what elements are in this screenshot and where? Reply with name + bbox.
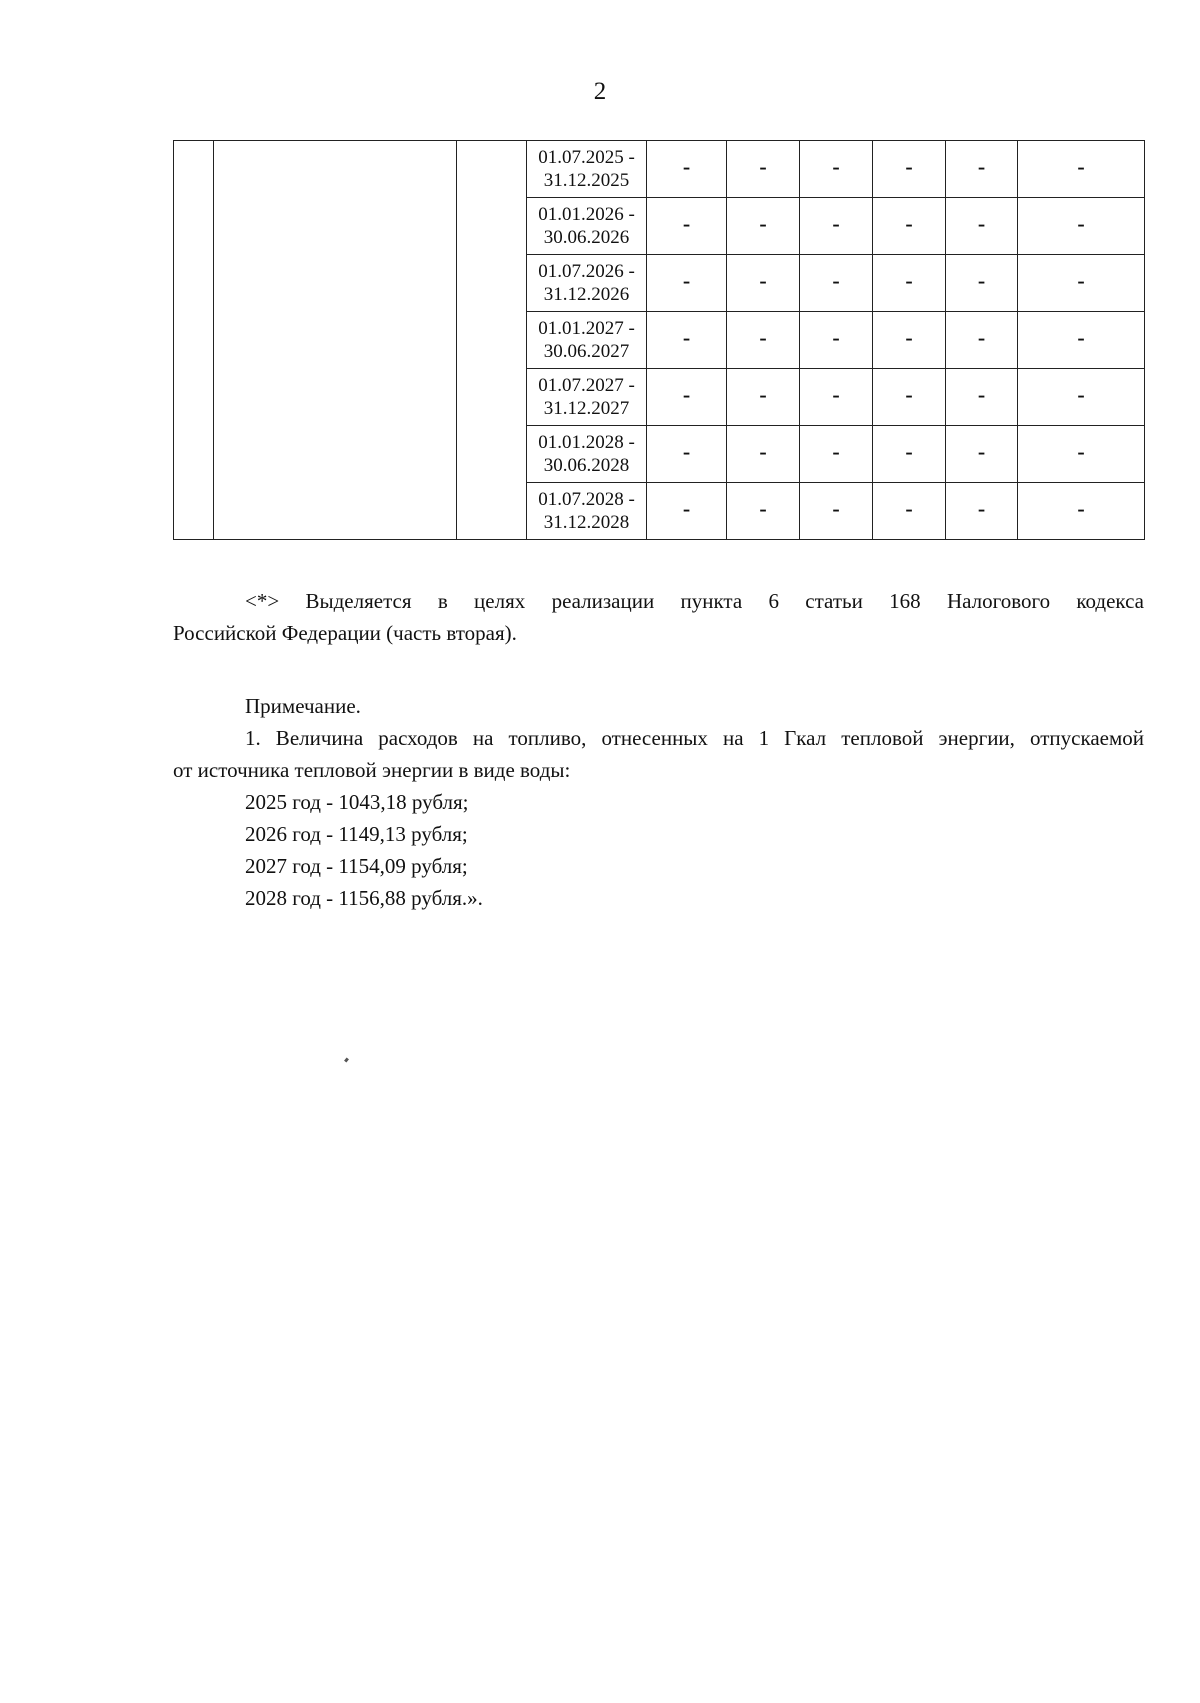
value-cell — [946, 312, 1018, 369]
period-end: 30.06.2026 — [543, 227, 630, 248]
value-cell — [727, 141, 800, 198]
value: - — [832, 325, 840, 350]
value-cell — [800, 141, 873, 198]
period-cell — [527, 198, 647, 255]
value: - — [905, 382, 913, 407]
value-cell — [1018, 141, 1145, 198]
value: - — [832, 211, 840, 236]
value: - — [832, 382, 840, 407]
period-cell — [527, 369, 647, 426]
note-section — [173, 690, 1144, 914]
value-cell — [800, 312, 873, 369]
value: - — [977, 154, 986, 179]
value-cell — [946, 198, 1018, 255]
value: - — [682, 496, 691, 521]
value: - — [759, 439, 767, 464]
footnote-line: Российской Федерации (часть вторая). — [173, 621, 517, 645]
value-cell — [946, 426, 1018, 483]
value-cell — [647, 369, 727, 426]
value: - — [682, 325, 691, 350]
value-cell — [1018, 483, 1145, 540]
category-cell — [457, 141, 527, 540]
value-cell — [946, 141, 1018, 198]
value: - — [832, 268, 840, 293]
period-cell — [527, 255, 647, 312]
value-cell — [1018, 198, 1145, 255]
value-cell — [800, 426, 873, 483]
table-row — [174, 141, 1145, 198]
value: - — [759, 496, 767, 521]
page-number: 2 — [593, 78, 607, 105]
value-cell — [946, 483, 1018, 540]
value-cell — [1018, 255, 1145, 312]
note-heading: Примечание. — [245, 694, 361, 718]
scan-speck — [344, 1058, 349, 1063]
note-year-line: 2028 год - 1156,88 рубля.». — [245, 886, 483, 910]
tariff-table — [173, 140, 1145, 540]
note-year-line: 2026 год - 1149,13 рубля; — [245, 822, 468, 846]
value-cell — [647, 426, 727, 483]
value: - — [1077, 382, 1085, 407]
value-cell — [647, 312, 727, 369]
value-cell — [800, 198, 873, 255]
value: - — [759, 211, 767, 236]
value-cell — [1018, 312, 1145, 369]
value-cell — [1018, 426, 1145, 483]
value: - — [759, 268, 767, 293]
note-year-line: 2025 год - 1043,18 рубля; — [245, 790, 469, 814]
value-cell — [727, 483, 800, 540]
period-start: 01.07.2028 - — [538, 489, 635, 510]
period-start: 01.01.2027 - — [538, 318, 635, 339]
value: - — [977, 496, 986, 521]
period-cell — [527, 426, 647, 483]
period-end: 30.06.2028 — [543, 455, 630, 476]
value: - — [977, 325, 986, 350]
value: - — [682, 211, 691, 236]
value-cell — [727, 312, 800, 369]
value-cell — [873, 426, 946, 483]
value-cell — [800, 483, 873, 540]
value: - — [977, 211, 986, 236]
value: - — [759, 154, 767, 179]
value-cell — [873, 369, 946, 426]
value: - — [832, 439, 840, 464]
value: - — [832, 154, 840, 179]
period-end: 31.12.2027 — [543, 398, 630, 419]
value: - — [682, 154, 691, 179]
period-cell — [527, 141, 647, 198]
value: - — [1077, 211, 1085, 236]
value: - — [905, 496, 913, 521]
value: - — [832, 496, 840, 521]
period-end: 31.12.2028 — [543, 512, 630, 533]
value-cell — [647, 141, 727, 198]
value: - — [977, 382, 986, 407]
period-start: 01.07.2027 - — [538, 375, 635, 396]
value: - — [682, 268, 691, 293]
value: - — [1077, 325, 1085, 350]
period-start: 01.01.2028 - — [538, 432, 635, 453]
value: - — [977, 268, 986, 293]
period-start: 01.07.2025 - — [538, 147, 635, 168]
period-end: 30.06.2027 — [543, 341, 630, 362]
value-cell — [873, 141, 946, 198]
value: - — [905, 211, 913, 236]
organization-cell — [214, 141, 457, 540]
note-item-text: от источника тепловой энергии в виде воды: — [173, 758, 571, 782]
period-cell — [527, 312, 647, 369]
note-item-text: 1. Величина расходов на топливо, отнесенных на 1 Гкал тепловой энергии, отпускаемой — [245, 726, 1144, 750]
value-cell — [873, 198, 946, 255]
value: - — [759, 382, 767, 407]
value: - — [1077, 439, 1085, 464]
value-cell — [727, 255, 800, 312]
value-cell — [800, 255, 873, 312]
value-cell — [800, 369, 873, 426]
value: - — [682, 382, 691, 407]
value: - — [905, 325, 913, 350]
value-cell — [873, 483, 946, 540]
value: - — [905, 439, 913, 464]
value: - — [1077, 496, 1085, 521]
footnote — [173, 585, 1144, 649]
value: - — [682, 439, 691, 464]
value-cell — [873, 312, 946, 369]
value-cell — [647, 198, 727, 255]
period-start: 01.07.2026 - — [538, 261, 635, 282]
period-end: 31.12.2026 — [543, 284, 630, 305]
value-cell — [1018, 369, 1145, 426]
value-cell — [647, 255, 727, 312]
value: - — [905, 268, 913, 293]
value-cell — [946, 369, 1018, 426]
row-number-cell — [174, 141, 214, 540]
period-end: 31.12.2025 — [543, 170, 630, 191]
period-start: 01.01.2026 - — [538, 204, 635, 225]
value-cell — [727, 426, 800, 483]
value: - — [1077, 268, 1085, 293]
value-cell — [727, 198, 800, 255]
footnote-line: <*> Выделяется в целях реализации пункта 6 статьи 168 Налогового кодекса — [245, 589, 1144, 613]
table-body — [174, 141, 1145, 540]
value-cell — [946, 255, 1018, 312]
note-year-line: 2027 год - 1154,09 рубля; — [245, 854, 468, 878]
value: - — [1077, 154, 1085, 179]
value-cell — [873, 255, 946, 312]
value: - — [977, 439, 986, 464]
value-cell — [727, 369, 800, 426]
period-cell — [527, 483, 647, 540]
value: - — [759, 325, 767, 350]
value: - — [905, 154, 913, 179]
value-cell — [647, 483, 727, 540]
